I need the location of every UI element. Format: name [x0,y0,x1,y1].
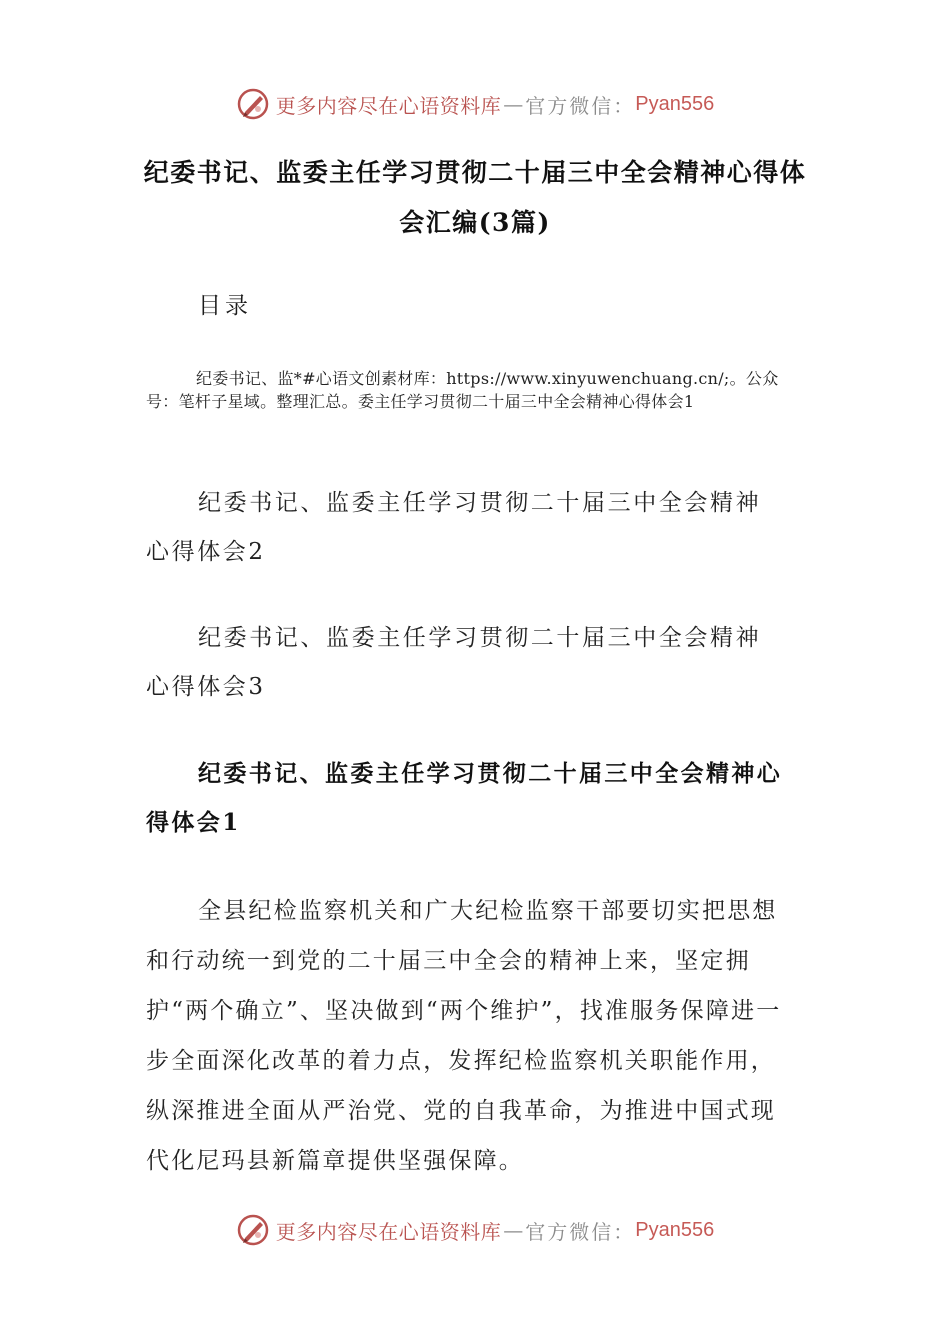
toc-item-2[interactable]: 纪委书记、监委主任学习贯彻二十届三中全会精神心得体会2 [146,490,762,565]
banner-separator: — [503,1218,524,1242]
banner-text: 更多内容尽在心语资料库 [275,93,502,118]
body-paragraph: 全县纪检监察机关和广大纪检监察干部要切实把思想和行动统一到党的二十届三中全会的精神上来，坚定拥护“两个确立”、坚决做到“两个维护”，找准服务保障进一步全面深化改革的着力点，发挥纪检监察机关职能作用，纵深推进全面从严治党、党的自我革命，为推进中国式现代化尼玛县新篇章提供坚强保障。 [146,898,782,1174]
footer-banner [0,1210,950,1250]
banner-separator: — [503,92,524,116]
banner-wechat-id: Pyan556 [635,92,715,115]
banner-text: 更多内容尽在心语资料库 [275,1219,502,1244]
toc-item-1-text: 纪委书记、监*#心语文创素材库：https://www.xinyuwenchuang.cn/;。公众号：笔杆子星域。整理汇总。委主任学习贯彻二十届三中全会精神心得体会1 [146,369,779,411]
banner-wechat-id: Pyan556 [635,1218,715,1241]
banner-official-label: 官方微信： [525,1219,636,1244]
toc-item-1[interactable] [146,367,796,413]
section-heading: 纪委书记、监委主任学习贯彻二十届三中全会精神心得体会1 [146,760,783,836]
header-banner [0,84,950,124]
document-title: 纪委书记、监委主任学习贯彻二十届三中全会精神心得体会汇编(3篇) [143,158,807,237]
banner-official-label: 官方微信： [525,93,636,118]
toc-heading: 目录 [198,293,252,319]
pen-logo-icon [236,1213,270,1247]
toc-item-3[interactable]: 纪委书记、监委主任学习贯彻二十届三中全会精神心得体会3 [146,625,762,700]
pen-logo-icon [236,87,270,121]
